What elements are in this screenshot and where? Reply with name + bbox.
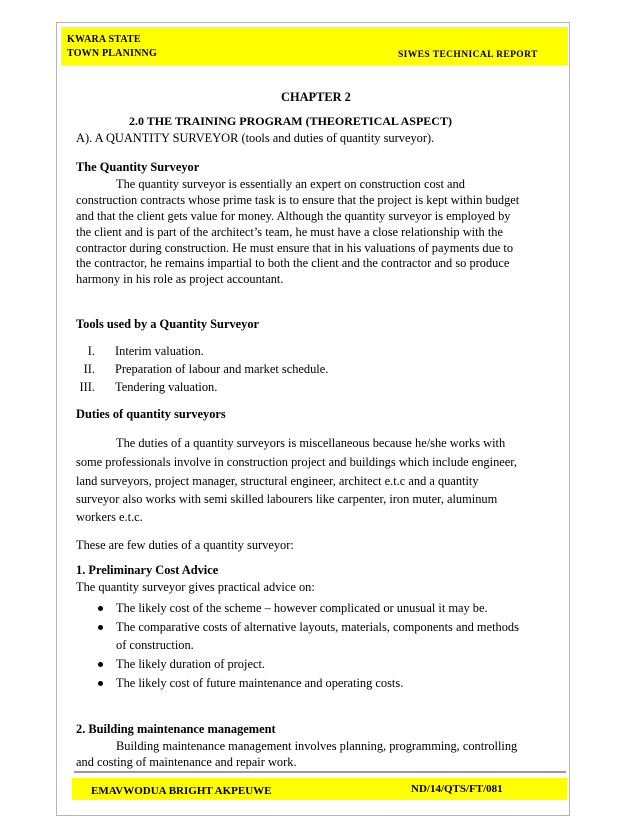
duties-para-line: some professionals involve in construction project and buildings which include engineer, [76, 455, 517, 469]
bullet-icon [98, 662, 103, 667]
bullet-item: The likely cost of future maintenance and operating costs. [116, 676, 404, 690]
bmm-heading: 2. Building maintenance management [76, 722, 276, 736]
footer-matric-number: ND/14/QTS/FT/081 [411, 783, 503, 795]
bullet-item: The comparative costs of alternative layouts, materials, components and methods [116, 620, 519, 634]
qs-para-line: construction contracts whose prime task is to ensure that the project is kept within budget [76, 193, 520, 207]
few-duties-line: These are few duties of a quantity surveyor: [76, 538, 294, 552]
section-title: 2.0 THE TRAINING PROGRAM (THEORETICAL ASPECT) [129, 114, 452, 128]
bullet-item: The likely cost of the scheme – however complicated or unusual it may be. [116, 601, 488, 615]
qs-heading: The Quantity Surveyor [76, 160, 200, 174]
duties-para-line: surveyor also works with semi skilled labourers like carpenter, iron muter, aluminum [76, 492, 498, 506]
tool-number: I. [87, 344, 95, 358]
duties-heading: Duties of quantity surveyors [76, 407, 226, 421]
header-report-title: SIWES TECHNICAL REPORT [398, 50, 538, 60]
bullet-icon [98, 681, 103, 686]
duties-para-line: workers e.t.c. [76, 510, 143, 524]
prelim-heading: 1. Preliminary Cost Advice [76, 563, 219, 577]
qs-para-line: the contractor, he remains impartial to both the client and the contractor and so produce [76, 256, 510, 270]
qs-para-line: contractor during construction. He must ensure that in his valuations of payments due to [76, 241, 514, 255]
footer-author: EMAVWODUA BRIGHT AKPEUWE [91, 785, 272, 797]
tool-number: II. [83, 362, 95, 376]
chapter-title: CHAPTER 2 [281, 90, 351, 104]
bullet-item: The likely duration of project. [116, 657, 265, 671]
tool-number: III. [79, 380, 95, 394]
duties-para-line: The duties of a quantity surveyors is miscellaneous because he/she works with [116, 436, 506, 450]
footer-divider [74, 771, 566, 773]
header-state: KWARA STATE [67, 34, 141, 45]
bullet-icon [98, 606, 103, 611]
bullet-item-continued: of construction. [116, 638, 194, 652]
header-department: TOWN PLANINNG [67, 48, 157, 59]
qs-para-line: harmony in his role as project accountant. [76, 272, 284, 286]
qs-para-line: the client and is part of the architect’s team, he must have a close relationship with the [76, 225, 503, 239]
tool-item: Preparation of labour and market schedule. [115, 362, 329, 376]
qs-para-line: and that the client gets value for money. Although the quantity surveyor is employed by [76, 209, 511, 223]
tools-heading: Tools used by a Quantity Surveyor [76, 317, 260, 331]
bmm-para-line: and costing of maintenance and repair work. [76, 755, 297, 769]
bmm-para-line: Building maintenance management involves planning, programming, controlling [116, 739, 518, 753]
subsection-title: A). A QUANTITY SURVEYOR (tools and duties of quantity surveyor). [76, 131, 435, 145]
qs-para-line: The quantity surveyor is essentially an expert on construction cost and [116, 177, 465, 191]
tool-item: Interim valuation. [115, 344, 204, 358]
bullet-icon [98, 625, 103, 630]
prelim-intro: The quantity surveyor gives practical advice on: [76, 580, 315, 594]
tool-item: Tendering valuation. [115, 380, 218, 394]
duties-para-line: land surveyors, project manager, structural engineer, architect e.t.c and a quantity [76, 474, 479, 488]
